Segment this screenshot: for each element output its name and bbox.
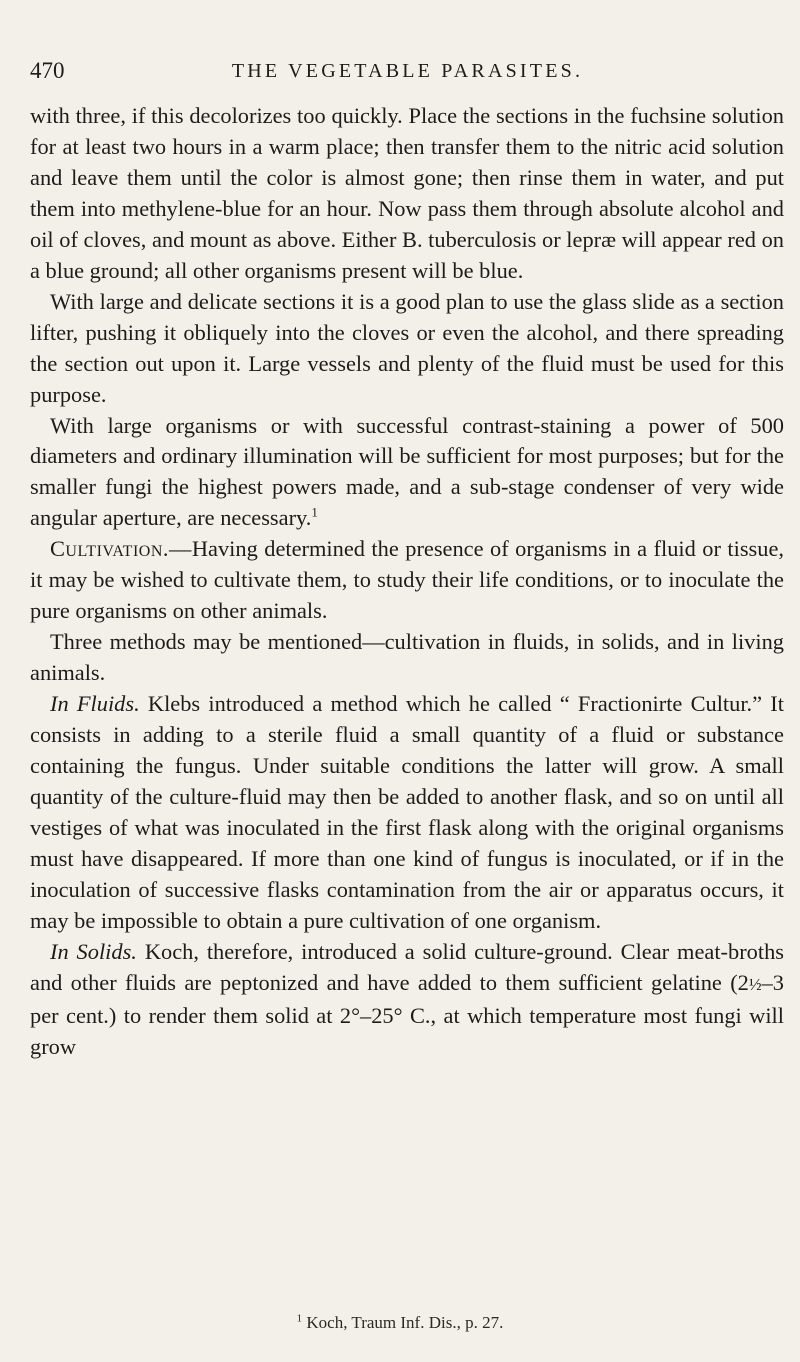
paragraph [30, 627, 784, 689]
paragraph-text: Three methods may be mentioned—cultivation in fluids, in solids, and in living animals. [30, 629, 784, 686]
paragraph [30, 689, 784, 937]
paragraph [30, 287, 784, 411]
paragraph-text: With large and delicate sections it is a good plan to use the glass slide as a section lifter, pushing it obliquely into the cloves or even the alcohol, and there spreading the section out upon it. Large vessels and plenty of the fluid must be used for this purpose. [30, 288, 784, 407]
paragraph-text: with three, if this decolorizes too quickly. Place the sections in the fuchsine solution for at least two hours in a warm place; then transfer them to the nitric acid solution and leave them until the color is almost gone; then rinse them in water, and put them into methylene-blue for an hour. Now pass them through absolute alcohol and oil of cloves, and mount as above. Either B. tuberculosis or lepræ will appear red on a blue ground; all other organisms present will be blue. [30, 103, 784, 283]
paragraph [30, 101, 784, 287]
paragraph [30, 534, 784, 627]
page-header [30, 58, 785, 88]
footnote-reference: 1 [311, 504, 318, 520]
paragraph-text: Having determined the presence of organisms in a fluid or tissue, it may be wished to cultivate them, to study their life conditions, or to inoculate the pure organisms on other animals. [30, 536, 784, 624]
paragraph-text-continued: –3 per cent.) to render them solid at 2°–25° C., at which temperature most fungi will grow [30, 969, 784, 1059]
footnote-marker: 1 [296, 1312, 303, 1325]
paragraph [30, 411, 784, 535]
body-text [30, 101, 784, 1063]
footnote [0, 1313, 800, 1333]
section-head-in-fluids: In Fluids. [50, 691, 140, 717]
paragraph-text: Koch, therefore, introduced a solid culture-ground. Clear meat-broths and other fluids are peptonized and have added to them sufficient gelatine (2 [30, 938, 784, 995]
running-title: THE VEGETABLE PARASITES. [231, 60, 584, 82]
paragraph [30, 937, 784, 1063]
page-number: 470 [30, 58, 65, 83]
section-head-in-solids: In Solids. [50, 938, 137, 964]
section-head-cultivation: Cultivation.— [50, 536, 192, 562]
footnote-text: Koch, Traum Inf. Dis., p. 27. [306, 1313, 504, 1332]
paragraph-text: Klebs introduced a method which he called “ Fractionirte Cultur.” It consists in adding to a sterile fluid a small quantity of a fluid or substance containing the fungus. Under suitable conditions the latter will grow. A small quantity of the culture-fluid may then be added to another flask, and so on until all vestiges of what was inoculated in the first flask along with the original organisms must have disappeared. If more than one kind of fungus is inoculated, or if in the inoculation of successive flasks contamination from the air or apparatus occurs, it may be impossible to obtain a pure cultivation of one organism. [30, 691, 784, 933]
fraction: ½ [748, 974, 762, 994]
paragraph-text: With large organisms or with successful contrast-staining a power of 500 diameters and ordinary illumination will be sufficient for most purposes; but for the smaller fungi the highest powers made, and a sub-stage condenser of very wide angular aperture, are necessary. [30, 412, 784, 531]
